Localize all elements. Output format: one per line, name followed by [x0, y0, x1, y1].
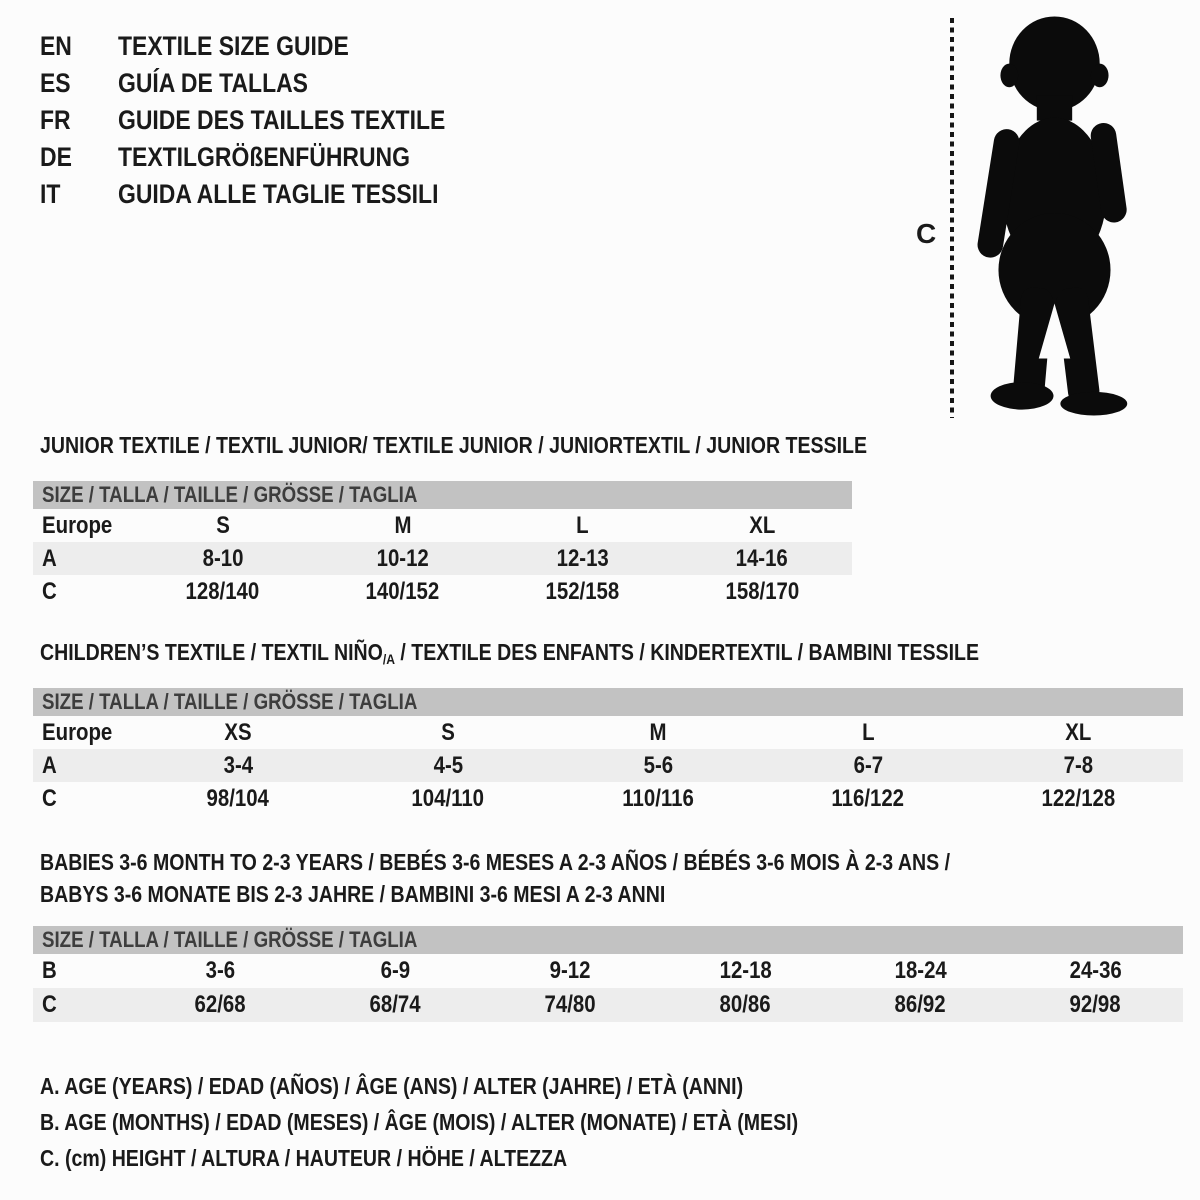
table-row-months — [33, 954, 1183, 988]
junior-size-table — [33, 481, 852, 608]
legend-line-a: A. AGE (YEARS) / EDAD (AÑOS) / ÂGE (ANS) / ALTER (JAHRE) / ETÀ (ANNI) — [40, 1072, 744, 1099]
table-cell: 68/74 — [369, 991, 422, 1018]
size-header-text: SIZE / TALLA / TAILLE / GRÖSSE / TAGLIA — [42, 482, 418, 507]
table-cell: 122/128 — [1041, 784, 1115, 812]
language-code: EN — [40, 31, 72, 61]
height-measure-line — [950, 18, 954, 418]
language-code: DE — [40, 142, 72, 172]
table-cell: 7-8 — [1063, 751, 1093, 779]
table-cell: 128/140 — [185, 577, 260, 605]
table-cell: 9-12 — [550, 957, 591, 984]
language-row-it — [40, 176, 503, 213]
language-title: GUÍA DE TALLAS — [118, 68, 308, 98]
table-cell: 140/152 — [365, 577, 440, 605]
table-cell: 12-13 — [556, 544, 609, 572]
height-measure-label: C — [916, 218, 937, 249]
table-cell: 98/104 — [206, 784, 270, 812]
table-row-age — [33, 749, 1183, 782]
section-heading-babies — [40, 846, 1111, 910]
language-code: IT — [40, 179, 61, 209]
language-row-de — [40, 139, 503, 176]
table-cell: 3-6 — [205, 957, 236, 984]
row-label: B — [42, 957, 57, 984]
table-cell: 6-7 — [853, 751, 883, 779]
table-row-height — [33, 782, 1183, 815]
babies-size-table — [33, 926, 1183, 1022]
row-label: Europe — [42, 511, 113, 539]
table-cell: 158/170 — [725, 577, 799, 605]
table-cell: 14-16 — [736, 544, 789, 572]
size-header-band — [33, 481, 852, 509]
table-row-europe — [33, 509, 852, 542]
section-heading-text: JUNIOR TEXTILE / TEXTIL JUNIOR/ TEXTILE JUNIOR / JUNIORTEXTIL / JUNIOR TESSILE — [40, 432, 868, 458]
row-label: C — [42, 991, 57, 1018]
legend-line-c: C. (cm) HEIGHT / ALTURA / HAUTEUR / HÖHE / ALTEZZA — [40, 1144, 568, 1171]
table-row-age — [33, 542, 852, 575]
section-heading-junior — [40, 432, 1013, 459]
table-cell: 18-24 — [894, 957, 947, 984]
table-cell: L — [576, 511, 589, 539]
section-heading-text: CHILDREN’S TEXTILE / TEXTIL NIÑO/A / TEXTILE DES ENFANTS / KINDERTEXTIL / BAMBINI TESSILE — [40, 639, 980, 669]
legend-line-b: B. AGE (MONTHS) / EDAD (MESES) / ÂGE (MOIS) / ALTER (MONATE) / ETÀ (MESI) — [40, 1108, 799, 1135]
table-cell: 110/116 — [622, 784, 694, 812]
row-label: A — [42, 544, 57, 572]
table-cell: 86/92 — [894, 991, 947, 1018]
table-cell: 24-36 — [1069, 957, 1122, 984]
size-header-band — [33, 688, 1183, 716]
table-cell: S — [216, 511, 230, 539]
table-cell: L — [861, 718, 875, 746]
figure-area — [910, 10, 1180, 426]
language-title: GUIDA ALLE TAGLIE TESSILI — [118, 179, 439, 209]
table-cell: XL — [1064, 718, 1092, 746]
table-cell: 4-5 — [433, 751, 463, 779]
row-label: A — [42, 751, 57, 779]
table-cell: 92/98 — [1069, 991, 1122, 1018]
table-cell: 116/122 — [831, 784, 905, 812]
language-row-fr — [40, 102, 503, 139]
table-cell: 5-6 — [643, 751, 673, 779]
table-row-height — [33, 575, 852, 608]
row-label: Europe — [42, 718, 113, 746]
legend — [40, 1068, 932, 1176]
row-label: C — [42, 784, 57, 812]
language-row-es — [40, 65, 503, 102]
language-code: FR — [40, 105, 71, 135]
table-cell: 12-18 — [719, 957, 772, 984]
section-heading-text-line1: BABIES 3-6 MONTH TO 2-3 YEARS / BEBÉS 3-6 MESES A 2-3 AÑOS / BÉBÉS 3-6 MOIS À 2-3 ANS / — [40, 849, 951, 875]
section-heading-text-line2: BABYS 3-6 MONATE BIS 2-3 JAHRE / BAMBINI 3-6 MESI A 2-3 ANNI — [40, 881, 666, 907]
table-cell: 6-9 — [380, 957, 411, 984]
language-code: ES — [40, 68, 71, 98]
table-cell: 74/80 — [544, 991, 597, 1018]
language-list — [40, 28, 503, 213]
table-cell: 104/110 — [411, 784, 485, 812]
table-cell: 8-10 — [202, 544, 244, 572]
language-title: TEXTILGRÖßENFÜHRUNG — [118, 142, 410, 172]
table-cell: 152/158 — [545, 577, 620, 605]
language-title: TEXTILE SIZE GUIDE — [118, 31, 349, 61]
table-cell: M — [649, 718, 667, 746]
table-row-height — [33, 988, 1183, 1022]
section-heading-children — [40, 639, 1145, 669]
table-cell: 10-12 — [376, 544, 429, 572]
toddler-silhouette-icon — [968, 10, 1140, 418]
table-cell: 62/68 — [194, 991, 247, 1018]
table-cell: XS — [224, 718, 252, 746]
table-cell: 80/86 — [719, 991, 772, 1018]
table-cell: M — [394, 511, 412, 539]
language-title: GUIDE DES TAILLES TEXTILE — [118, 105, 446, 135]
table-cell: S — [441, 718, 455, 746]
table-cell: XL — [749, 511, 776, 539]
size-header-text: SIZE / TALLA / TAILLE / GRÖSSE / TAGLIA — [42, 927, 418, 952]
row-label: C — [42, 577, 57, 605]
size-header-text: SIZE / TALLA / TAILLE / GRÖSSE / TAGLIA — [42, 689, 418, 714]
size-header-band — [33, 926, 1183, 954]
table-cell: 3-4 — [223, 751, 253, 779]
table-row-europe — [33, 716, 1183, 749]
children-size-table — [33, 688, 1183, 815]
language-row-en — [40, 28, 503, 65]
